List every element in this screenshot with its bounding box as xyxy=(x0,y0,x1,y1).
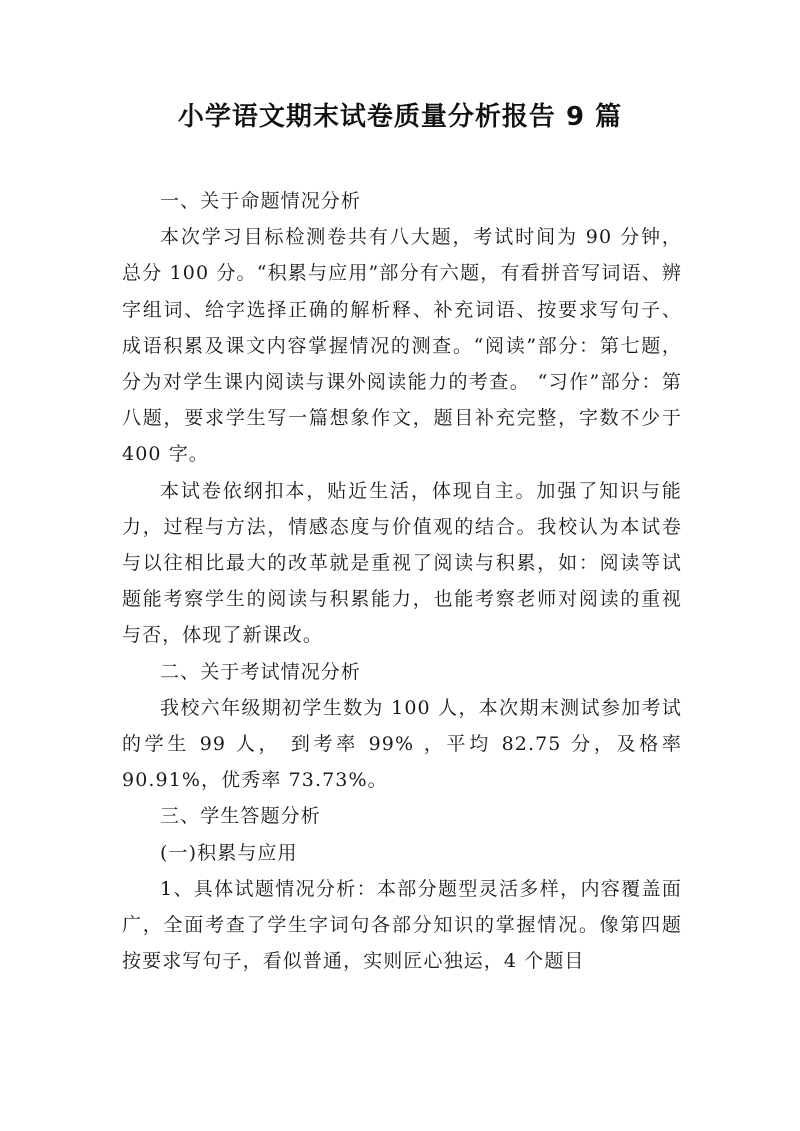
document-title: 小学语文期末试卷质量分析报告 9 篇 xyxy=(177,102,623,132)
section-heading-2: 二、关于考试情况分析 xyxy=(160,660,362,683)
section-heading-3: 三、学生答题分析 xyxy=(160,805,321,828)
document-body xyxy=(122,183,682,979)
subsection-heading: (一)积累与应用 xyxy=(160,841,298,864)
paragraph: 本次学习目标检测卷共有八大题，考试时间为 90 分钟，总分 100 分。“积累与应用”部分有六题，有看拼音写词语、辨字组词、给字选择正确的解析释、补充词语、按要求写句子、成语积累及课文内容掌握情况的测查。“阅读”部分：第七题，分为对学生课内阅读与课外阅读能力的考查。 “习作”部分：第八题，要求学生写一篇想象作文，题目补充完整，字数不少于 400 字。 xyxy=(122,226,682,466)
paragraph: 我校六年级期初学生数为 100 人，本次期末测试参加考试的学生 99 人， 到考率 99% ，平均 82.75 分，及格率 90.91%，优秀率 73.73%。 xyxy=(122,696,682,792)
section-heading-1: 一、关于命题情况分析 xyxy=(160,190,362,212)
paragraph: 本试卷依纲扣本，贴近生活，体现自主。加强了知识与能力，过程与方法，情感态度与价值观的结合。我校认为本试卷与以往相比最大的改革就是重视了阅读与积累，如：阅读等试题能考察学生的阅读与积累能力，也能考察老师对阅读的重视与否，体现了新课改。 xyxy=(122,479,682,647)
paragraph: 1、具体试题情况分析：本部分题型灵活多样，内容覆盖面广，全面考查了学生字词句各部分知识的掌握情况。像第四题按要求写句子，看似普通，实则匠心独运，4 个题目 xyxy=(122,877,682,973)
